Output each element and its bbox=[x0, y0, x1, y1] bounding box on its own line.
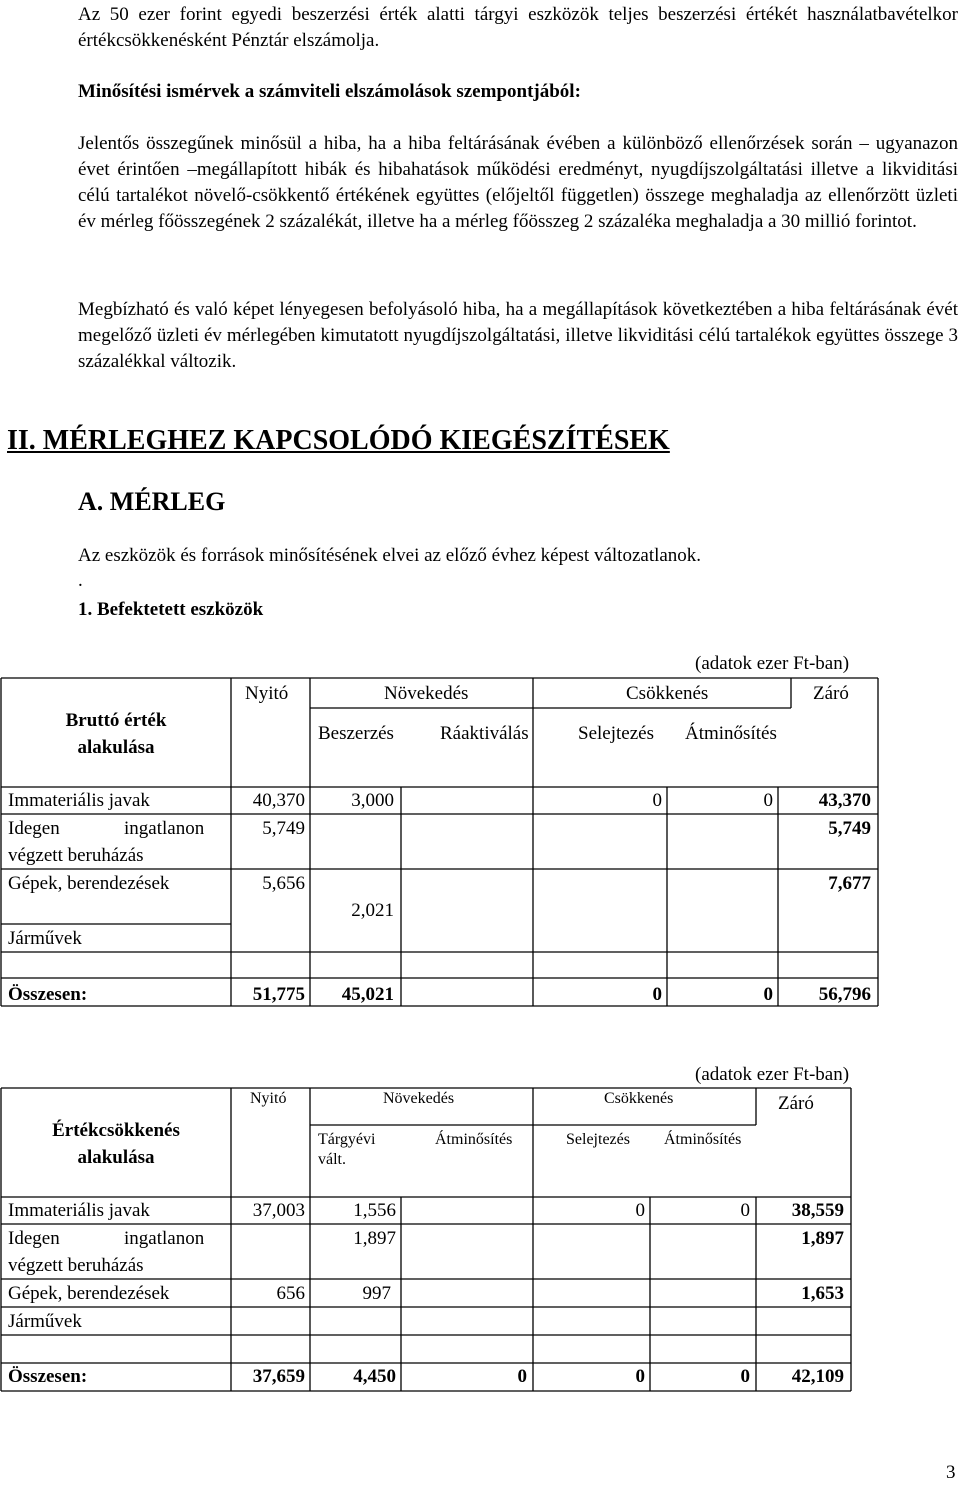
t2-row2-closing: 1,897 bbox=[801, 1228, 844, 1249]
t1-row1-reclassification: 0 bbox=[763, 790, 773, 811]
t1-header-purchase: Beszerzés bbox=[318, 723, 394, 744]
t1-row2-opening: 5,749 bbox=[262, 818, 305, 839]
t2-row1-label: Immateriális javak bbox=[8, 1200, 150, 1221]
t2-header-reclassification-out: Átminősítés bbox=[664, 1131, 742, 1148]
t1-row1-scrapping: 0 bbox=[652, 790, 662, 811]
t1-total-opening: 51,775 bbox=[252, 984, 305, 1005]
t2-header-depreciation-b: vált. bbox=[318, 1151, 346, 1168]
table2-title-line2: alakulása bbox=[77, 1147, 155, 1168]
t2-header-closing: Záró bbox=[778, 1093, 814, 1114]
t2-row2-depreciation: 1,897 bbox=[353, 1228, 396, 1249]
section-title: II. MÉRLEGHEZ KAPCSOLÓDÓ KIEGÉSZÍTÉSEK bbox=[7, 425, 670, 456]
table2-unit-note: (adatok ezer Ft-ban) bbox=[695, 1064, 850, 1085]
t1-total-reclassification: 0 bbox=[763, 984, 773, 1005]
t2-row3-opening: 656 bbox=[276, 1283, 305, 1304]
t2-total-opening: 37,659 bbox=[252, 1366, 305, 1387]
table1-title-line1: Bruttó érték bbox=[65, 710, 167, 731]
t2-row2-label-c: végzett beruházás bbox=[8, 1255, 144, 1276]
t2-total-closing: 42,109 bbox=[791, 1366, 844, 1387]
t1-row3-opening: 5,656 bbox=[262, 873, 305, 894]
t2-row1-reclassification: 0 bbox=[740, 1200, 750, 1221]
t2-row2-label-b: ingatlanon bbox=[124, 1228, 205, 1249]
t1-row3-purchase: 2,021 bbox=[351, 900, 394, 921]
table2-title-line1: Értékcsökkenés bbox=[52, 1120, 180, 1141]
t1-row1-purchase: 3,000 bbox=[351, 790, 394, 811]
t2-header-increase: Növekedés bbox=[383, 1090, 455, 1107]
t2-row1-closing: 38,559 bbox=[791, 1200, 844, 1221]
t1-row2-label-b: ingatlanon bbox=[124, 818, 205, 839]
t2-header-depreciation-a: Tárgyévi bbox=[318, 1131, 376, 1148]
t2-header-decrease: Csökkenés bbox=[604, 1090, 674, 1107]
t1-row3-closing: 7,677 bbox=[828, 873, 871, 894]
t1-header-opening: Nyitó bbox=[245, 683, 289, 704]
t2-row4-label: Járművek bbox=[8, 1311, 82, 1332]
t1-header-decrease: Csökkenés bbox=[626, 683, 709, 704]
intro-paragraph-1: Az 50 ezer forint egyedi beszerzési érték alatti tárgyi eszközök teljes beszerzési értékét használatbavételkor értékcsökkenésként Pénztár elszámolja. bbox=[78, 4, 958, 51]
t2-row1-scrapping: 0 bbox=[635, 1200, 645, 1221]
t1-row2-label-c: végzett beruházás bbox=[8, 845, 144, 866]
t1-row4-label: Járművek bbox=[8, 928, 82, 949]
t2-header-opening: Nyitó bbox=[250, 1090, 287, 1107]
t1-total-purchase: 45,021 bbox=[341, 984, 394, 1005]
table2-title bbox=[1, 1117, 231, 1171]
t1-header-scrapping: Selejtezés bbox=[578, 723, 654, 744]
page-number: 3 bbox=[946, 1462, 956, 1483]
t2-total-depreciation: 4,450 bbox=[353, 1366, 396, 1387]
t1-total-label: Összesen: bbox=[8, 984, 88, 1005]
t1-row2-label-a: Idegen bbox=[8, 818, 60, 839]
t2-header-scrapping: Selejtezés bbox=[566, 1131, 630, 1148]
t1-total-scrapping: 0 bbox=[652, 984, 662, 1005]
table1-title-line2: alakulása bbox=[77, 737, 155, 758]
t2-row1-opening: 37,003 bbox=[252, 1200, 305, 1221]
criteria-heading: Minősítési ismérvek a számviteli elszámolások szempontjából: bbox=[78, 81, 581, 102]
t2-total-scrapping: 0 bbox=[635, 1366, 645, 1387]
t2-row3-label: Gépek, berendezések bbox=[8, 1283, 170, 1304]
t1-header-increase: Növekedés bbox=[384, 683, 469, 704]
t2-header-reclassification-in: Átminősítés bbox=[435, 1131, 513, 1148]
t1-total-closing: 56,796 bbox=[818, 984, 871, 1005]
t2-total-reclassification-out: 0 bbox=[740, 1366, 750, 1387]
table1-title bbox=[1, 707, 231, 761]
t2-total-reclassification-in: 0 bbox=[517, 1366, 527, 1387]
intro-paragraph-2: Jelentős összegűnek minősül a hiba, ha a hiba feltárásának évében a különböző ellenőrzések során – ugyanazon évet érintően –megállapított hibák és hibahatások működési eredményt, nyugdíjszolgáltatási illetve a likviditási célú tartalékot növelő-csökkentő értékének együttes (előjeltől független) összege meghaladja az ellenőrzött üzleti év mérleg főösszegének 2 százalékát, illetve ha a mérleg főösszeg 2 százaléka meghaladja a 30 millió forintot. bbox=[78, 133, 958, 232]
t1-header-reclassification: Átminősítés bbox=[685, 723, 777, 744]
t2-row3-closing: 1,653 bbox=[801, 1283, 844, 1304]
t1-row1-label: Immateriális javak bbox=[8, 790, 150, 811]
t1-header-reactivation: Ráaktiválás bbox=[440, 723, 529, 744]
t1-header-closing: Záró bbox=[813, 683, 849, 704]
t2-row1-depreciation: 1,556 bbox=[353, 1200, 396, 1221]
t2-row3-depreciation: 997 bbox=[362, 1283, 391, 1304]
t1-row1-opening: 40,370 bbox=[252, 790, 305, 811]
t1-row3-label: Gépek, berendezések bbox=[8, 873, 170, 894]
t1-row2-closing: 5,749 bbox=[828, 818, 871, 839]
principles-line: Az eszközök és források minősítésének elvei az előző évhez képest változatlanok. bbox=[78, 545, 702, 566]
section-subtitle: A. MÉRLEG bbox=[78, 487, 226, 516]
t1-row1-closing: 43,370 bbox=[818, 790, 871, 811]
t2-row2-label-a: Idegen bbox=[8, 1228, 60, 1249]
item-heading: 1. Befektetett eszközök bbox=[78, 599, 264, 620]
table1-unit-note: (adatok ezer Ft-ban) bbox=[695, 653, 850, 674]
dot-line: . bbox=[78, 570, 83, 591]
t2-total-label: Összesen: bbox=[8, 1366, 88, 1387]
intro-paragraph-3: Megbízható és való képet lényegesen befolyásoló hiba, ha a megállapítások következtében a hiba feltárásának évét megelőző üzleti év mérlegében kimutatott nyugdíjszolgáltatási, illetve likviditási célú tartalékok együttes összege 3 százalékkal változik. bbox=[78, 299, 958, 372]
